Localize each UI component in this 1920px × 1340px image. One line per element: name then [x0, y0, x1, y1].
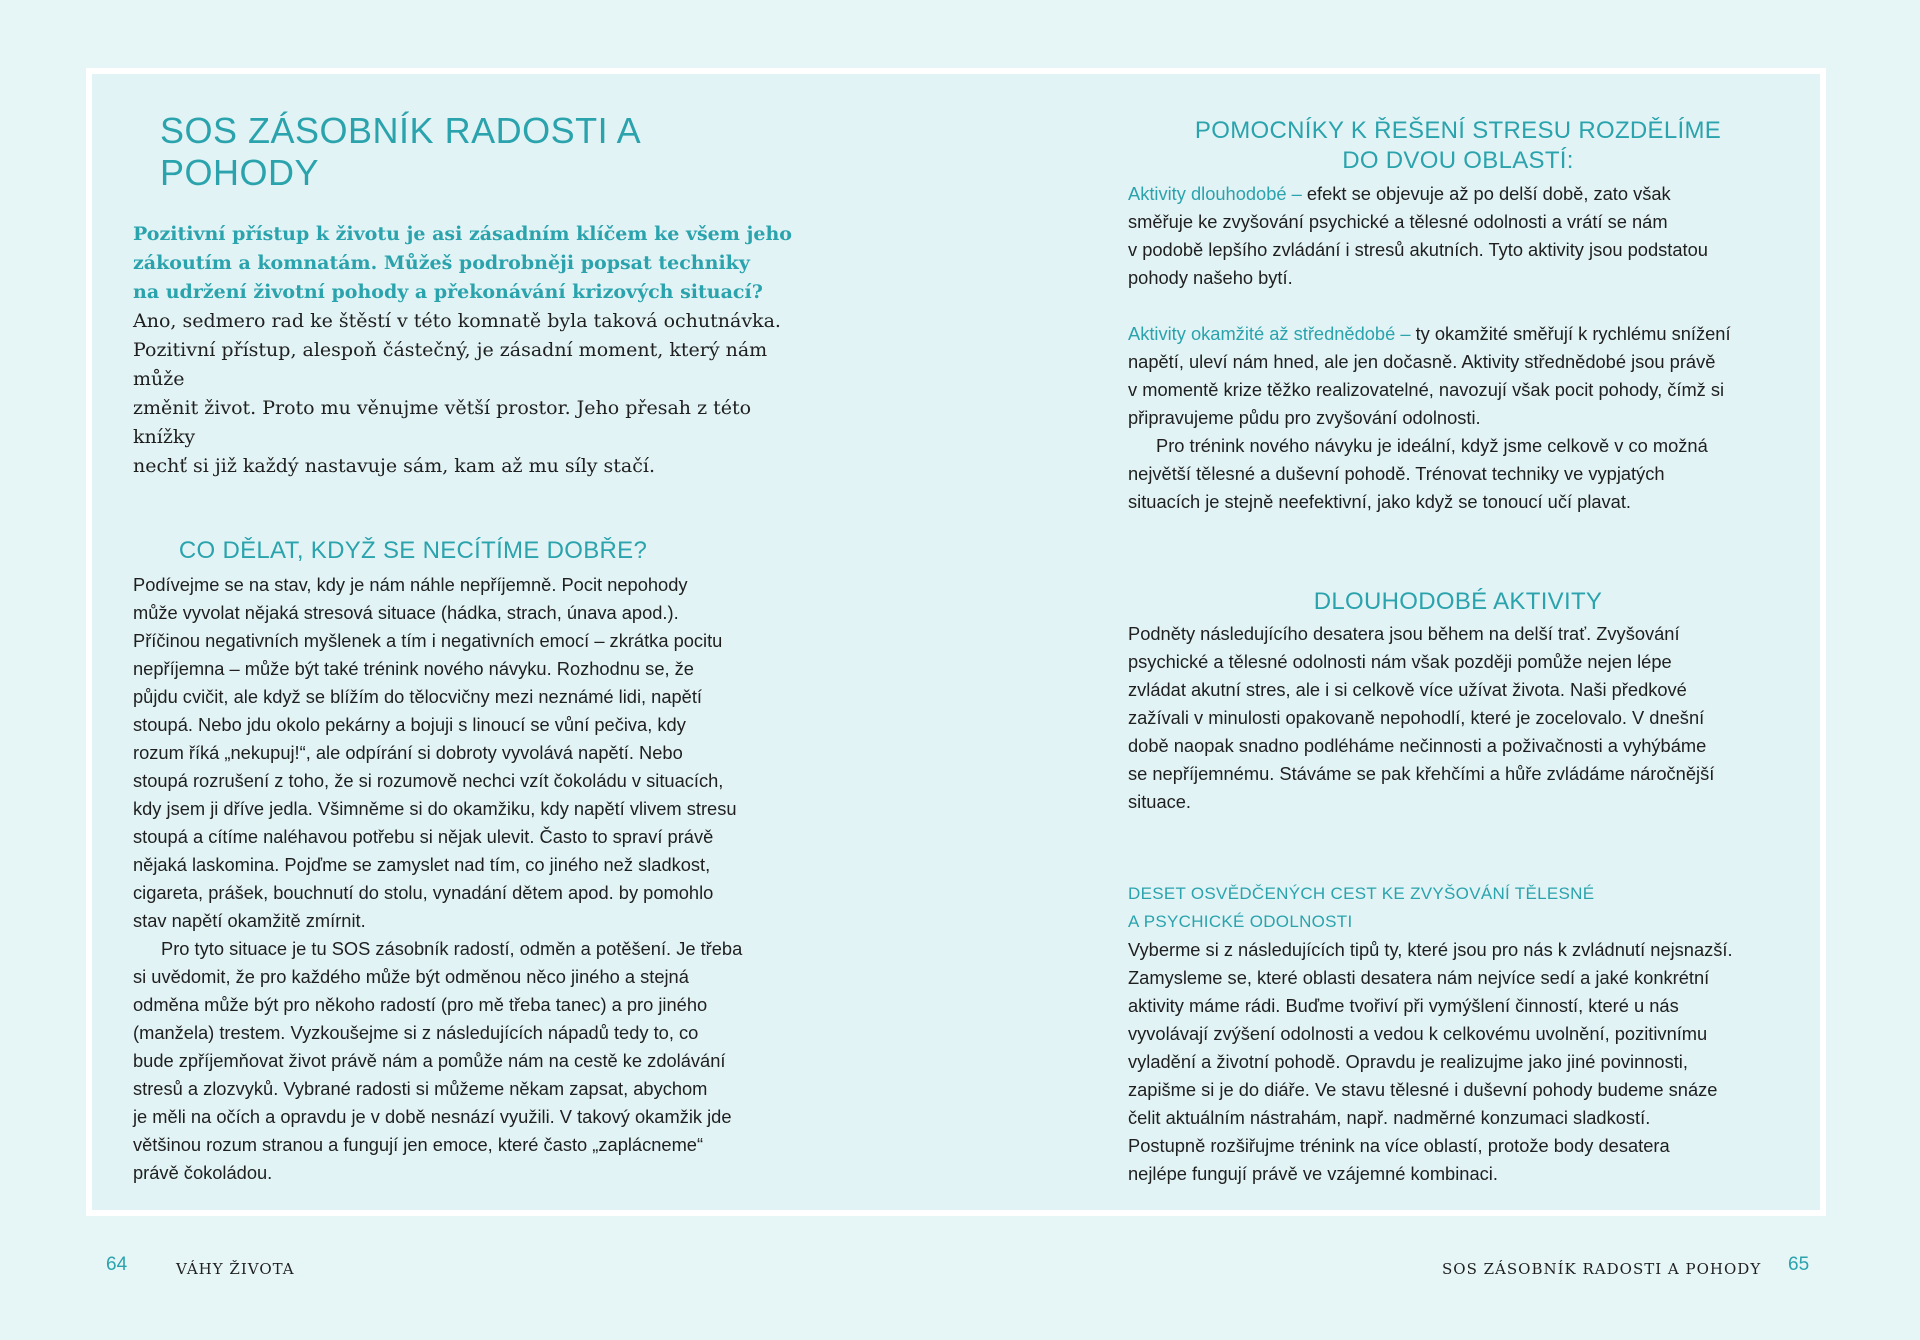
paragraph: Pro trénink nového návyku je ideální, když jsme celkově v co možná největší tělesné a duševní pohodě. Trénovat techniky ve vypjatých situacích je stejně neefektivní, jako když se tonoucí učí plavat.	[1128, 435, 1708, 512]
running-head-right: SOS ZÁSOBNÍK RADOSTI A POHODY	[1442, 1260, 1762, 1278]
intro-answer: Ano, sedmero rad ke štěstí v této komnatě byla taková ochutnávka. Pozitivní přístup, alespoň částečný, je zásadní moment, který nám může změnit život. Proto mu věnujme větší prostor. Jeho přesah z této knížky nechť si již každý nastavuje sám, kam až mu síly stačí.	[133, 310, 781, 477]
section-heading: POMOCNÍKY K ŘEŠENÍ STRESU ROZDĚLÍME DO DVOU OBLASTÍ:	[1194, 117, 1722, 174]
subsection-heading: DESET OSVĚDČENÝCH CEST KE ZVYŠOVÁNÍ TĚLESNÉ A PSYCHICKÉ ODOLNOSTI	[1128, 884, 1595, 931]
page-number-left: 64	[106, 1254, 128, 1275]
term-label: Aktivity okamžité až střednědobé –	[1128, 323, 1411, 344]
intro-question: Pozitivní přístup k životu je asi zásadním klíčem ke všem jeho zákoutím a komnatám. Můžeš podrobněji popsat techniky na udržení životní pohody a překonávání krizových situací?	[133, 223, 792, 303]
paragraph: Aktivity dlouhodobé – efekt se objevuje až po delší době, zato však směřuje ke zvyšování psychické a tělesné odolnosti a vrátí se nám v podobě lepšího zvládání i stresů akutních. Tyto aktivity jsou podstatou pohody našeho bytí.	[1128, 183, 1708, 288]
paragraph: Podívejme se na stav, kdy je nám náhle nepříjemně. Pocit nepohody může vyvolat nějaká stresová situace (hádka, strach, únava apod.). Příčinou negativních myšlenek a tím i negativních emocí – zkrátka pocitu nepříjemna – může být také trénink nového návyku. Rozhodnu se, že půjdu cvičit, ale když se blížím do tělocvičny mezi neznámé lidi, napětí stoupá. Nebo jdu okolo pekárny a bojuji s linoucí se vůní pečiva, kdy rozum říká „nekupuj!“, ale odpírání si dobroty vyvolává napětí. Nebo stoupá rozrušení z toho, že si rozumově nechci vzít čokoládu v situacích, kdy jsem ji dříve jedla. Všimněme si do okamžiku, kdy napětí vlivem stresu stoupá a cítíme naléhavou potřebu si nějak ulevit. Často to spraví právě nějaká laskomina. Pojďme se zamyslet nad tím, co jiného než sladkost, cigareta, prášek, bouchnutí do stolu, vynadání dětem apod. by pomohlo stav napětí okamžitě zmírnit.	[133, 574, 737, 931]
term-label: Aktivity dlouhodobé –	[1128, 183, 1302, 204]
right-page-column	[1128, 116, 1788, 1188]
section-heading: CO DĚLAT, KDYŽ SE NECÍTÍME DOBŘE?	[178, 537, 648, 564]
section-heading: DLOUHODOBÉ AKTIVITY	[1313, 588, 1603, 615]
left-page-column	[133, 110, 803, 1187]
paragraph: Podněty následujícího desatera jsou během na delší trať. Zvyšování psychické a tělesné odolnosti nám však později pomůže nejen lépe zvládat akutní stres, ale i si celkově více užívat života. Naši předkové zažívali v minulosti opakovaně nepohodlí, které je zocelovalo. V dnešní době naopak snadno podléháme nečinnosti a poživačnosti a vyhýbáme se nepříjemnému. Stáváme se pak křehčími a hůře zvládáme náročnější situace.	[1128, 623, 1715, 812]
paragraph: Vyberme si z následujících tipů ty, které jsou pro nás k zvládnutí nejsnazší. Zamysleme se, které oblasti desatera nám nejvíce sedí a jaké konkrétní aktivity máme rádi. Buďme tvořiví při vymýšlení činností, které u nás vyvolávají zvýšení odolnosti a vedou k celkovému uvolnění, pozitivnímu vyladění a životní pohodě. Opravdu je realizujme jako jiné povinnosti, zapišme si je do diáře. Ve stavu tělesné i duševní pohody budeme snáze čelit aktuálním nástrahám, např. nadměrné konzumaci sladkostí. Postupně rozšiřujme trénink na více oblastí, protože body desatera nejlépe fungují právě ve vzájemné kombinaci.	[1128, 939, 1733, 1184]
page-number-right: 65	[1788, 1254, 1810, 1275]
page-title: SOS ZÁSOBNÍK RADOSTI A POHODY	[160, 110, 640, 193]
paragraph: Aktivity okamžité až střednědobé – ty okamžité směřují k rychlému snížení napětí, uleví nám hned, ale jen dočasně. Aktivity střednědobé jsou právě v momentě krize těžko realizovatelné, navozují však pocit pohody, čímž si připravujeme půdu pro zvyšování odolnosti.	[1128, 323, 1731, 428]
running-head-left: VÁHY ŽIVOTA	[176, 1260, 295, 1278]
paragraph: Pro tyto situace je tu SOS zásobník radostí, odměn a potěšení. Je třeba si uvědomit, že pro každého může být odměnou něco jiného a stejná odměna může být pro někoho radostí (pro mě třeba tanec) a pro jiného (manžela) trestem. Vyzkoušejme si z následujících nápadů tedy to, co bude zpříjemňovat život právě nám a pomůže nám na cestě ke zdolávání stresů a zlozvyků. Vybrané radosti si můžeme někam zapsat, abychom je měli na očích a opravdu je v době nesnází využili. V takový okamžik jde většinou rozum stranou a fungují jen emoce, které často „zaplácneme“ právě čokoládou.	[133, 938, 743, 1183]
